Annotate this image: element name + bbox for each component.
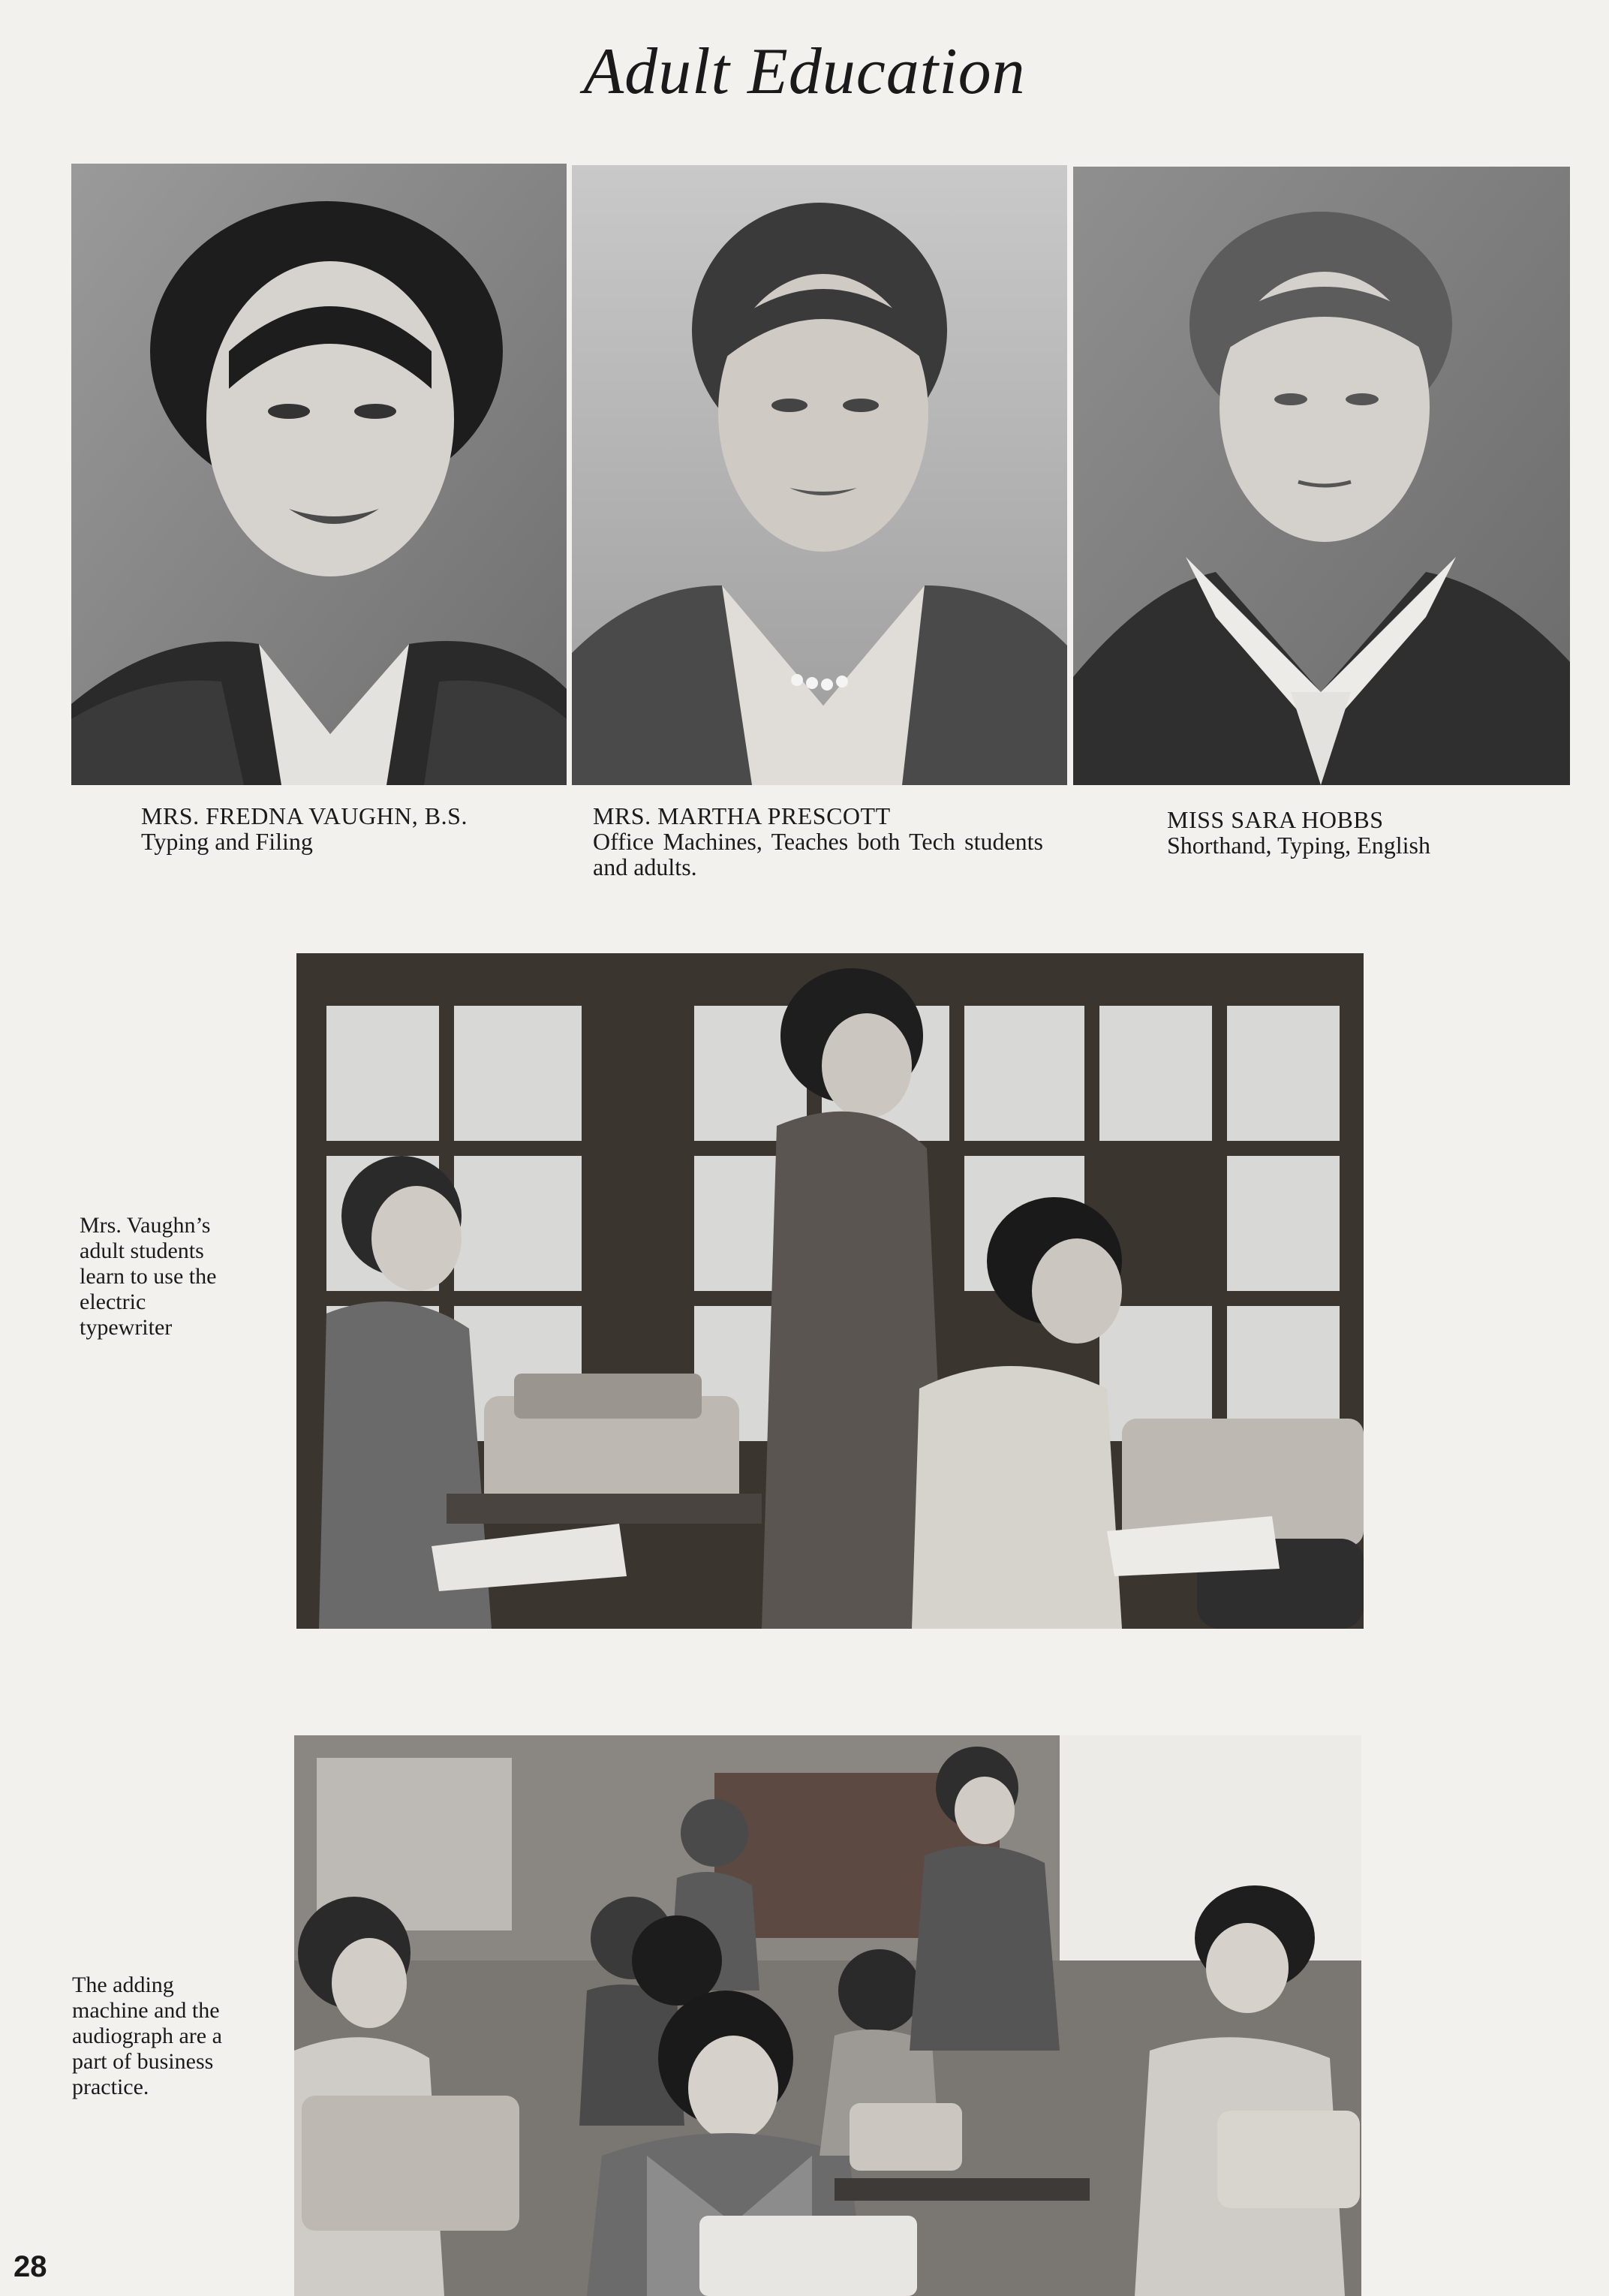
classroom-photo-typewriter [296,953,1364,1629]
adding-machine-photo-caption: The adding machine and the audiograph are a part of business practice. [72,1973,222,2099]
teacher-role: Shorthand, Typing, English [1167,832,1430,859]
teacher-role: Typing and Filing [141,828,313,855]
teacher-name: MRS. MARTHA PRESCOTT [593,802,891,829]
portrait-caption-vaughn [141,803,516,854]
page-number: 28 [14,2250,47,2283]
portrait-photo-prescott [572,165,1067,785]
portrait-photo-vaughn [71,164,567,785]
teacher-name: MRS. FREDNA VAUGHN, B.S. [141,802,468,829]
teacher-name: MISS SARA HOBBS [1167,806,1384,833]
page-title: Adult Education [583,35,1026,108]
classroom-photo-adding-machine [294,1735,1361,2296]
typewriter-photo-caption: Mrs. Vaughn’s adult students learn to use the electric typewriter [80,1213,217,1340]
portrait-photo-hobbs [1073,167,1570,785]
portrait-caption-hobbs [1167,807,1557,858]
teacher-role: Office Machines, Teaches both Tech students and adults. [593,828,1043,880]
portrait-caption-prescott [593,803,1043,880]
